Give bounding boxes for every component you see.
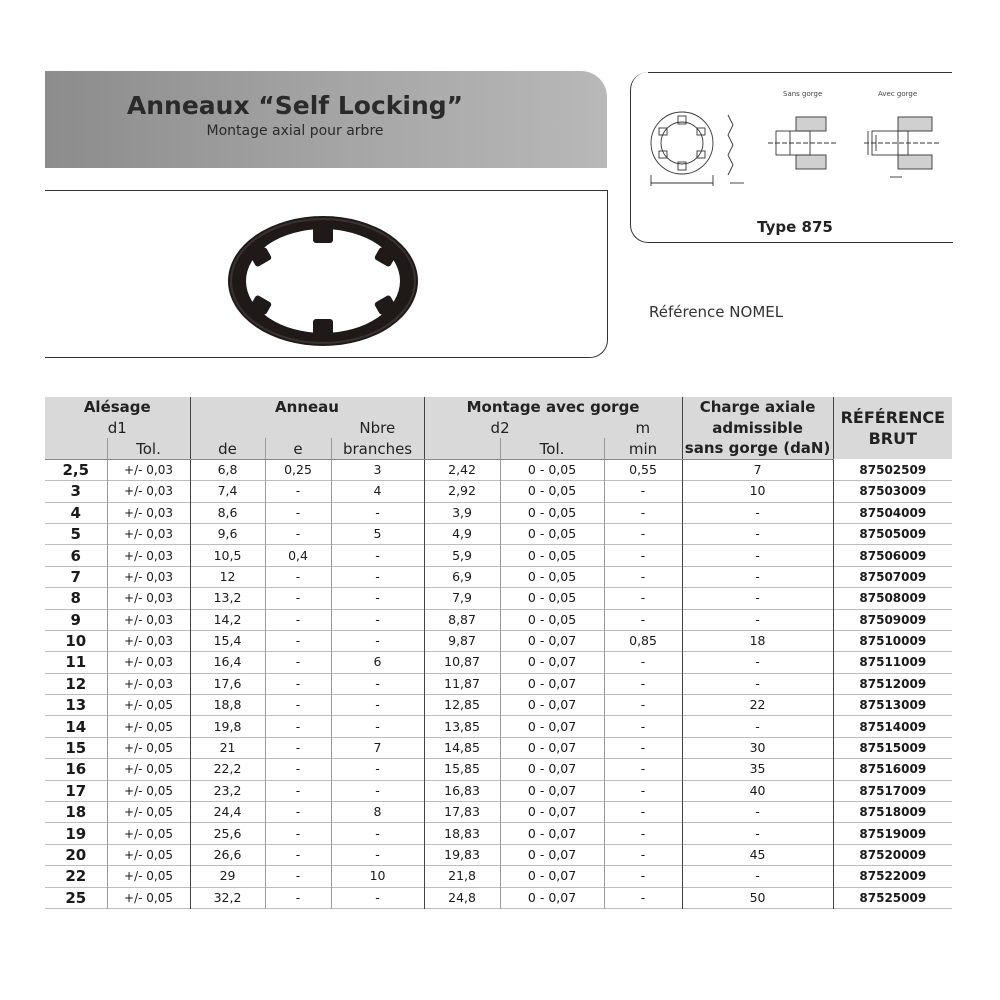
cell-ref: 87507009 (859, 569, 927, 584)
cell-d1: 9 (45, 609, 107, 630)
title-banner (45, 71, 607, 168)
cell-tol: +/- 0,03 (107, 652, 190, 673)
cell-m: 0,55 (604, 459, 682, 480)
cell-m: - (604, 481, 682, 502)
cell-d2: 24,8 (424, 887, 500, 908)
cell-d2: 8,87 (424, 609, 500, 630)
cell-d2: 6,9 (424, 566, 500, 587)
cell-tol: +/- 0,03 (107, 566, 190, 587)
cell-de: 23,2 (190, 780, 265, 801)
cell-branches: 4 (331, 481, 424, 502)
cell-de: 10,5 (190, 545, 265, 566)
cell-e: - (265, 737, 331, 758)
header-d1: d1 (45, 418, 190, 438)
ring-photo (225, 212, 421, 350)
cell-charge: - (682, 523, 833, 544)
cell-d2: 16,83 (424, 780, 500, 801)
reference-label: Référence NOMEL (649, 303, 784, 321)
table-row (45, 737, 952, 758)
avec-gorge-label: Avec gorge (878, 90, 918, 98)
cell-branches: - (331, 716, 424, 737)
table-row (45, 866, 952, 887)
cell-branches: 3 (331, 459, 424, 480)
header-d2: d2 (424, 418, 604, 438)
cell-ref: 87514009 (833, 716, 952, 737)
cell-e: - (265, 502, 331, 523)
cell-d1: 19 (45, 823, 107, 844)
cell-m: - (604, 887, 682, 908)
technical-drawing (640, 85, 945, 200)
cell-de: 22,2 (190, 759, 265, 780)
cell-charge: 7 (682, 459, 833, 480)
cell-branches: 8 (331, 802, 424, 823)
cell-m: - (604, 780, 682, 801)
table-row (45, 759, 952, 780)
cell-d2: 14,85 (424, 737, 500, 758)
cell-tol: +/- 0,05 (107, 866, 190, 887)
cell-charge: 50 (682, 887, 833, 908)
cell-tol: +/- 0,03 (107, 673, 190, 694)
cell-e: - (265, 695, 331, 716)
cell-m: - (604, 588, 682, 609)
cell-d1: 13 (45, 695, 107, 716)
cell-tol2: 0 - 0,05 (500, 566, 604, 587)
header-reference (833, 397, 952, 459)
cell-tol: +/- 0,05 (107, 780, 190, 801)
cell-d2: 12,85 (424, 695, 500, 716)
cell-m: 0,85 (604, 630, 682, 651)
cell-tol2: 0 - 0,07 (500, 695, 604, 716)
cell-ref: 87525009 (833, 887, 952, 908)
cell-tol2: 0 - 0,07 (500, 652, 604, 673)
cell-tol2: 0 - 0,07 (500, 887, 604, 908)
cell-m: - (604, 823, 682, 844)
cell-ref: 87520009 (833, 844, 952, 865)
cell-charge: - (682, 652, 833, 673)
cell-e: - (265, 887, 331, 908)
cell-d1: 6 (45, 545, 107, 566)
page-title: Anneaux “Self Locking” (126, 91, 464, 120)
cell-e: - (265, 523, 331, 544)
header-tol2: Tol. (500, 438, 604, 459)
header-ref-2: BRUT (868, 429, 918, 449)
cell-branches: 6 (331, 652, 424, 673)
cell-tol2: 0 - 0,07 (500, 673, 604, 694)
cell-d2: 15,85 (424, 759, 500, 780)
cell-de: 21 (190, 737, 265, 758)
cell-m: - (604, 609, 682, 630)
cell-e: - (265, 716, 331, 737)
table-row (45, 588, 952, 609)
cell-tol: +/- 0,05 (107, 737, 190, 758)
header-min: min (604, 438, 682, 459)
cell-de: 8,6 (190, 502, 265, 523)
cell-tol2: 0 - 0,07 (500, 716, 604, 737)
page-subtitle: Montage axial pour arbre (206, 123, 384, 139)
cell-de: 32,2 (190, 887, 265, 908)
cell-m: - (604, 759, 682, 780)
cell-de: 12 (190, 566, 265, 587)
cell-tol: +/- 0,05 (107, 823, 190, 844)
cell-d1: 11 (45, 652, 107, 673)
cell-e: - (265, 802, 331, 823)
cell-d2: 9,87 (424, 630, 500, 651)
table-row (45, 630, 952, 651)
cell-e: - (265, 823, 331, 844)
cell-charge: 30 (682, 737, 833, 758)
cell-de: 17,6 (190, 673, 265, 694)
spec-table (45, 397, 952, 909)
cell-e: - (265, 673, 331, 694)
sans-gorge-label: Sans gorge (783, 90, 823, 98)
cell-tol: +/- 0,05 (107, 759, 190, 780)
table-row (45, 780, 952, 801)
type-label: Type 875 (757, 218, 833, 236)
cell-charge: 10 (682, 481, 833, 502)
cell-m: - (604, 716, 682, 737)
header-blank (424, 438, 500, 459)
cell-d1: 8 (45, 588, 107, 609)
header-de: de (190, 438, 265, 459)
cell-e: 0,25 (265, 459, 331, 480)
cell-tol: +/- 0,03 (107, 523, 190, 544)
cell-branches: - (331, 759, 424, 780)
cell-d2: 13,85 (424, 716, 500, 737)
cell-charge: 40 (682, 780, 833, 801)
cell-d2: 21,8 (424, 866, 500, 887)
cell-tol2: 0 - 0,05 (500, 481, 604, 502)
cell-ref: 87511009 (859, 655, 927, 670)
cell-ref: 87519009 (859, 826, 927, 841)
cell-branches: - (331, 695, 424, 716)
cell-e: - (265, 630, 331, 651)
cell-tol: +/- 0,03 (107, 481, 190, 502)
cell-e: - (265, 652, 331, 673)
cell-d2: 4,9 (424, 523, 500, 544)
cell-charge: - (682, 802, 833, 823)
cell-d1: 2,5 (45, 459, 107, 480)
cell-de: 29 (190, 866, 265, 887)
cell-m: - (604, 737, 682, 758)
table-row (45, 502, 952, 523)
cell-de: 16,4 (190, 652, 265, 673)
cell-m: - (604, 502, 682, 523)
cell-tol: +/- 0,03 (107, 459, 190, 480)
header-branches: branches (331, 438, 424, 459)
table-row (45, 652, 952, 673)
header-blank (190, 418, 331, 438)
cell-ref: 87504009 (833, 502, 952, 523)
cell-d2: 5,9 (424, 545, 500, 566)
header-alesage: Alésage (45, 397, 190, 418)
table-row (45, 566, 952, 587)
cell-charge: - (682, 588, 833, 609)
cell-tol2: 0 - 0,07 (500, 759, 604, 780)
header-charge-1: Charge axiale (682, 397, 833, 418)
cell-ref: 87505009 (859, 527, 927, 542)
cell-de: 6,8 (190, 459, 265, 480)
cell-d1: 25 (45, 887, 107, 908)
cell-branches: - (331, 566, 424, 587)
cell-m: - (604, 695, 682, 716)
cell-branches: - (331, 673, 424, 694)
cell-charge: - (682, 609, 833, 630)
table-row (45, 523, 952, 544)
cell-ref: 87502509 (833, 459, 952, 480)
cell-d1: 20 (45, 844, 107, 865)
cell-charge: 22 (682, 695, 833, 716)
spec-table-body (45, 459, 952, 908)
cell-d1: 4 (45, 502, 107, 523)
cell-d2: 19,83 (424, 844, 500, 865)
cell-tol: +/- 0,05 (107, 844, 190, 865)
cell-d1: 10 (45, 630, 107, 651)
cell-branches: 7 (331, 737, 424, 758)
header-m: m (604, 418, 682, 438)
table-row (45, 887, 952, 908)
cell-tol2: 0 - 0,07 (500, 737, 604, 758)
cell-d1: 5 (45, 523, 107, 544)
table-row (45, 716, 952, 737)
cell-tol: +/- 0,05 (107, 887, 190, 908)
cell-tol: +/- 0,03 (107, 609, 190, 630)
cell-de: 9,6 (190, 523, 265, 544)
cell-e: - (265, 844, 331, 865)
cell-branches: - (331, 887, 424, 908)
cell-m: - (604, 523, 682, 544)
cell-de: 15,4 (190, 630, 265, 651)
cell-tol: +/- 0,05 (107, 695, 190, 716)
table-row (45, 844, 952, 865)
cell-de: 18,8 (190, 695, 265, 716)
cell-de: 19,8 (190, 716, 265, 737)
cell-tol: +/- 0,03 (107, 630, 190, 651)
cell-charge: - (682, 502, 833, 523)
cell-charge: - (682, 823, 833, 844)
table-row (45, 481, 952, 502)
cell-e: 0,4 (265, 545, 331, 566)
cell-tol: +/- 0,05 (107, 716, 190, 737)
header-nbre: Nbre (331, 418, 424, 438)
cell-ref: 87513009 (859, 698, 927, 713)
cell-d1: 16 (45, 759, 107, 780)
cell-d1: 14 (45, 716, 107, 737)
cell-charge: 45 (682, 844, 833, 865)
cell-tol2: 0 - 0,05 (500, 609, 604, 630)
table-row (45, 823, 952, 844)
cell-ref: 87517009 (859, 783, 927, 798)
cell-m: - (604, 545, 682, 566)
cell-charge: 35 (682, 759, 833, 780)
table-row (45, 802, 952, 823)
cell-ref: 87516009 (833, 759, 952, 780)
cell-e: - (265, 780, 331, 801)
cell-tol2: 0 - 0,05 (500, 523, 604, 544)
header-charge-2: admissible (682, 418, 833, 438)
cell-tol2: 0 - 0,07 (500, 780, 604, 801)
cell-tol: +/- 0,03 (107, 502, 190, 523)
cell-charge: - (682, 673, 833, 694)
header-charge-3: sans gorge (daN) (682, 438, 833, 459)
cell-d2: 17,83 (424, 802, 500, 823)
cell-tol2: 0 - 0,07 (500, 630, 604, 651)
cell-branches: - (331, 609, 424, 630)
cell-d2: 2,92 (424, 481, 500, 502)
header-blank (45, 438, 107, 459)
table-row (45, 695, 952, 716)
cell-ref: 87510009 (833, 630, 952, 651)
cell-tol2: 0 - 0,07 (500, 802, 604, 823)
cell-e: - (265, 588, 331, 609)
cell-charge: - (682, 566, 833, 587)
cell-ref: 87503009 (859, 484, 927, 499)
cell-d2: 3,9 (424, 502, 500, 523)
table-row (45, 609, 952, 630)
cell-tol2: 0 - 0,07 (500, 823, 604, 844)
cell-ref: 87509009 (859, 612, 927, 627)
header-ref-1: RÉFÉRENCE (840, 408, 946, 428)
table-row (45, 459, 952, 480)
cell-branches: - (331, 630, 424, 651)
cell-tol: +/- 0,03 (107, 588, 190, 609)
cell-branches: 5 (331, 523, 424, 544)
cell-d1: 15 (45, 737, 107, 758)
cell-de: 25,6 (190, 823, 265, 844)
cell-d1: 22 (45, 866, 107, 887)
cell-d1: 18 (45, 802, 107, 823)
cell-m: - (604, 673, 682, 694)
cell-m: - (604, 566, 682, 587)
cell-charge: - (682, 545, 833, 566)
header-montage: Montage avec gorge (424, 397, 682, 418)
cell-de: 14,2 (190, 609, 265, 630)
cell-de: 24,4 (190, 802, 265, 823)
header-anneau: Anneau (190, 397, 424, 418)
cell-ref: 87522009 (859, 869, 927, 884)
cell-d2: 11,87 (424, 673, 500, 694)
cell-de: 13,2 (190, 588, 265, 609)
cell-d1: 12 (45, 673, 107, 694)
cell-e: - (265, 866, 331, 887)
cell-d1: 7 (45, 566, 107, 587)
cell-branches: - (331, 588, 424, 609)
cell-charge: - (682, 716, 833, 737)
cell-branches: - (331, 502, 424, 523)
cell-branches: - (331, 823, 424, 844)
header-e: e (265, 438, 331, 459)
cell-tol: +/- 0,03 (107, 545, 190, 566)
cell-tol2: 0 - 0,05 (500, 502, 604, 523)
cell-d2: 18,83 (424, 823, 500, 844)
cell-ref: 87515009 (859, 741, 927, 756)
cell-de: 26,6 (190, 844, 265, 865)
cell-ref: 87506009 (833, 545, 952, 566)
cell-d1: 3 (45, 481, 107, 502)
cell-tol2: 0 - 0,07 (500, 844, 604, 865)
cell-m: - (604, 802, 682, 823)
cell-branches: - (331, 780, 424, 801)
cell-e: - (265, 566, 331, 587)
cell-ref: 87512009 (833, 673, 952, 694)
cell-tol2: 0 - 0,05 (500, 545, 604, 566)
header-tol: Tol. (107, 438, 190, 459)
cell-tol2: 0 - 0,07 (500, 866, 604, 887)
cell-e: - (265, 609, 331, 630)
table-row (45, 673, 952, 694)
cell-branches: 10 (331, 866, 424, 887)
cell-branches: - (331, 545, 424, 566)
cell-charge: 18 (682, 630, 833, 651)
cell-e: - (265, 481, 331, 502)
cell-branches: - (331, 844, 424, 865)
cell-tol2: 0 - 0,05 (500, 588, 604, 609)
cell-d1: 17 (45, 780, 107, 801)
cell-tol2: 0 - 0,05 (500, 459, 604, 480)
cell-e: - (265, 759, 331, 780)
cell-ref: 87518009 (833, 802, 952, 823)
cell-de: 7,4 (190, 481, 265, 502)
cell-m: - (604, 652, 682, 673)
cell-m: - (604, 844, 682, 865)
table-row (45, 545, 952, 566)
cell-tol: +/- 0,05 (107, 802, 190, 823)
cell-d2: 7,9 (424, 588, 500, 609)
cell-d2: 10,87 (424, 652, 500, 673)
cell-m: - (604, 866, 682, 887)
cell-charge: - (682, 866, 833, 887)
cell-d2: 2,42 (424, 459, 500, 480)
cell-ref: 87508009 (833, 588, 952, 609)
